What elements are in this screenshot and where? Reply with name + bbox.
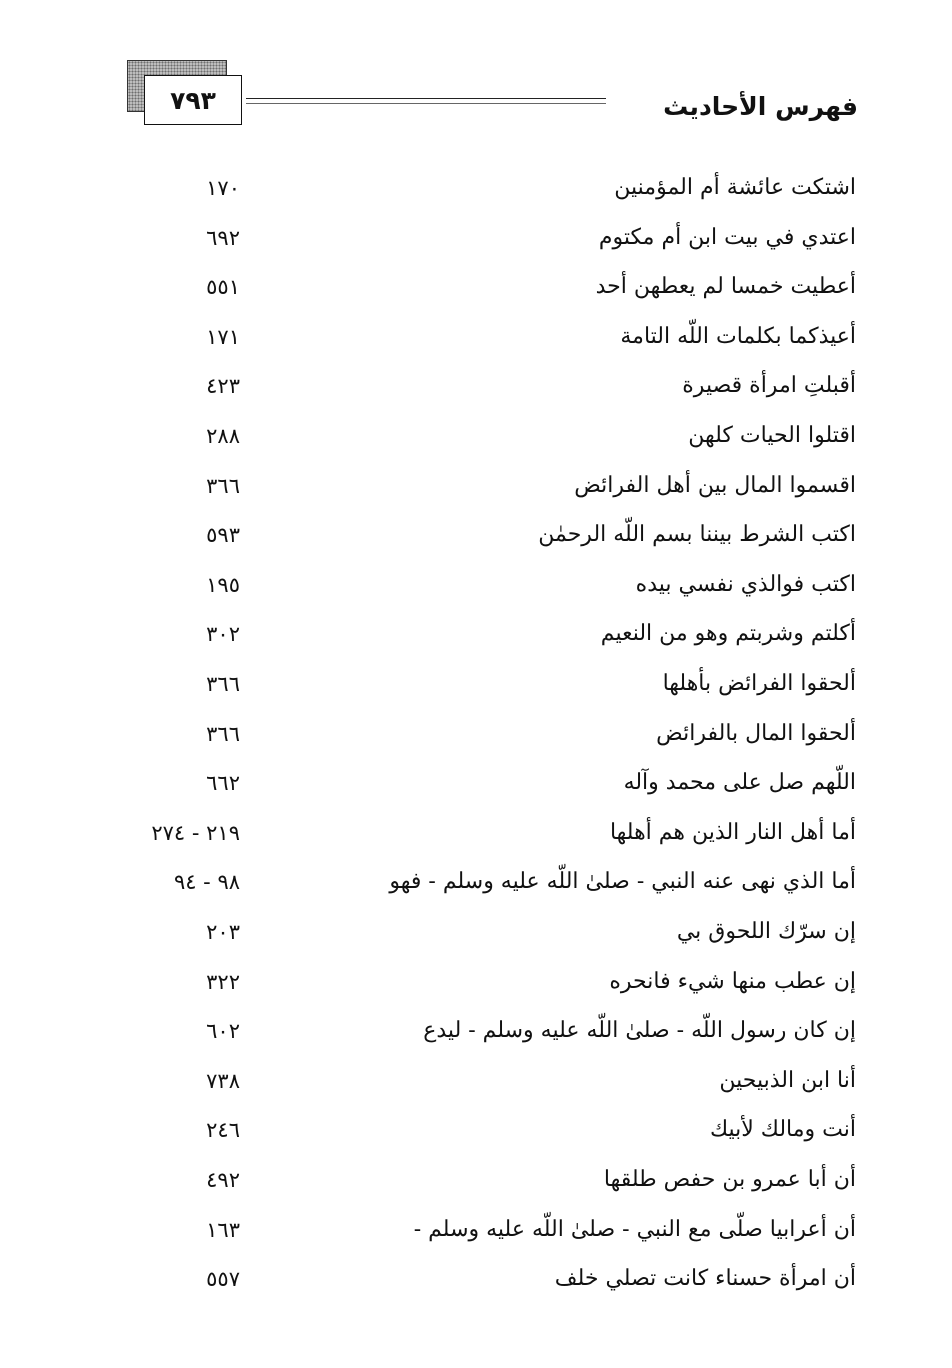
entry-hadith-text: ألحقوا الفرائض بأهلها	[662, 671, 856, 696]
index-entry	[0, 317, 952, 357]
entry-page-numbers: ٦٩٢	[206, 225, 240, 250]
entry-page-numbers: ١٧٠	[206, 176, 240, 200]
entry-hadith-text: أنا ابن الذبيحين	[719, 1067, 856, 1093]
index-entry	[0, 267, 952, 307]
entry-hadith-text: أن أبا عمرو بن حفص طلقها	[603, 1167, 856, 1192]
entry-page-numbers: ١٧١	[206, 324, 240, 349]
index-entry	[0, 614, 952, 654]
entry-page-numbers: ٢١٩ - ٢٧٤	[151, 820, 240, 845]
index-entry	[0, 912, 952, 952]
index-entry	[0, 862, 952, 902]
index-entry	[0, 366, 952, 406]
entry-page-numbers: ٣٦٦	[206, 721, 240, 746]
entry-page-numbers: ٣٦٦	[206, 473, 240, 498]
entry-hadith-text: اللّهم صل على محمد وآله	[623, 770, 856, 796]
entry-page-numbers: ٦٠٢	[206, 1019, 240, 1044]
index-entry	[0, 714, 952, 754]
entry-hadith-text: اعتدي في بيت ابن أم مكتوم	[598, 224, 856, 250]
entry-page-numbers: ١٦٣	[206, 1217, 240, 1242]
index-entry	[0, 1160, 952, 1200]
entry-hadith-text: اقتلوا الحيات كلهن	[688, 423, 856, 448]
entry-hadith-text: اقسموا المال بين أهل الفرائض	[574, 472, 856, 498]
page-number: ٧٩٣	[144, 75, 242, 125]
entry-page-numbers: ٢٠٣	[206, 920, 240, 944]
index-entry	[0, 218, 952, 258]
entry-hadith-text: أما أهل النار الذين هم أهلها	[609, 819, 856, 845]
index-entry	[0, 1011, 952, 1051]
entry-hadith-text: أنت ومالك لأبيك	[709, 1117, 856, 1143]
index-entry	[0, 962, 952, 1002]
page-title: فهرس الأحاديث	[663, 92, 858, 121]
entry-hadith-text: أما الذي نهى عنه النبي - صلىٰ اللّه عليه وسلم - فهو	[389, 869, 856, 895]
entry-page-numbers: ٥٥٧	[206, 1267, 240, 1292]
entry-page-numbers: ٦٦٢	[206, 771, 240, 796]
index-entry	[0, 813, 952, 853]
index-entry	[0, 565, 952, 605]
index-entry	[0, 1110, 952, 1150]
index-entry	[0, 763, 952, 803]
entry-page-numbers: ٢٨٨	[206, 424, 240, 448]
entry-page-numbers: ٩٨ - ٩٤	[173, 870, 240, 895]
entry-hadith-text: أعطيت خمسا لم يعطهن أحد	[595, 274, 856, 300]
entry-hadith-text: أعيذكما بكلمات اللّه التامة	[620, 323, 856, 349]
index-entry	[0, 168, 952, 208]
entry-hadith-text: اكتب فوالذي نفسي بيده	[635, 571, 856, 597]
entry-page-numbers: ٤٩٢	[206, 1168, 240, 1192]
entry-page-numbers: ٥٩٣	[206, 523, 240, 548]
entry-hadith-text: أكلتم وشربتم وهو من النعيم	[600, 621, 856, 647]
index-entry	[0, 466, 952, 506]
entry-hadith-text: اشتكت عائشة أم المؤمنين	[614, 175, 856, 200]
index-entry	[0, 1259, 952, 1299]
entry-page-numbers: ١٩٥	[206, 572, 240, 597]
entry-page-numbers: ٧٣٨	[206, 1068, 240, 1093]
index-entry	[0, 664, 952, 704]
index-entry	[0, 515, 952, 555]
entry-page-numbers: ٣٠٢	[206, 622, 240, 647]
entry-page-numbers: ٣٦٦	[206, 672, 240, 696]
index-entry	[0, 416, 952, 456]
entry-hadith-text: ألحقوا المال بالفرائض	[656, 720, 856, 746]
entry-page-numbers: ٣٢٢	[206, 969, 240, 994]
entry-hadith-text: إن سرّك اللحوق بي	[676, 919, 856, 944]
entry-hadith-text: إن كان رسول اللّه - صلىٰ اللّه عليه وسلم - ليدع	[423, 1018, 856, 1044]
entry-hadith-text: أقبلتِ امرأة قصيرة	[682, 373, 856, 399]
entry-hadith-text: إن عطب منها شيء فانحره	[609, 968, 856, 994]
entry-page-numbers: ٤٢٣	[206, 374, 240, 399]
index-entry	[0, 1210, 952, 1250]
entry-page-numbers: ٥٥١	[206, 275, 240, 300]
entry-hadith-text: أن أعرابيا صلّى مع النبي - صلىٰ اللّه عليه وسلم -	[413, 1216, 856, 1242]
entry-hadith-text: أن امرأة حسناء كانت تصلي خلف	[554, 1266, 856, 1292]
entry-page-numbers: ٢٤٦	[206, 1118, 240, 1143]
entry-hadith-text: اكتب الشرط بيننا بسم اللّه الرحمٰن	[538, 522, 856, 548]
index-entry	[0, 1061, 952, 1101]
